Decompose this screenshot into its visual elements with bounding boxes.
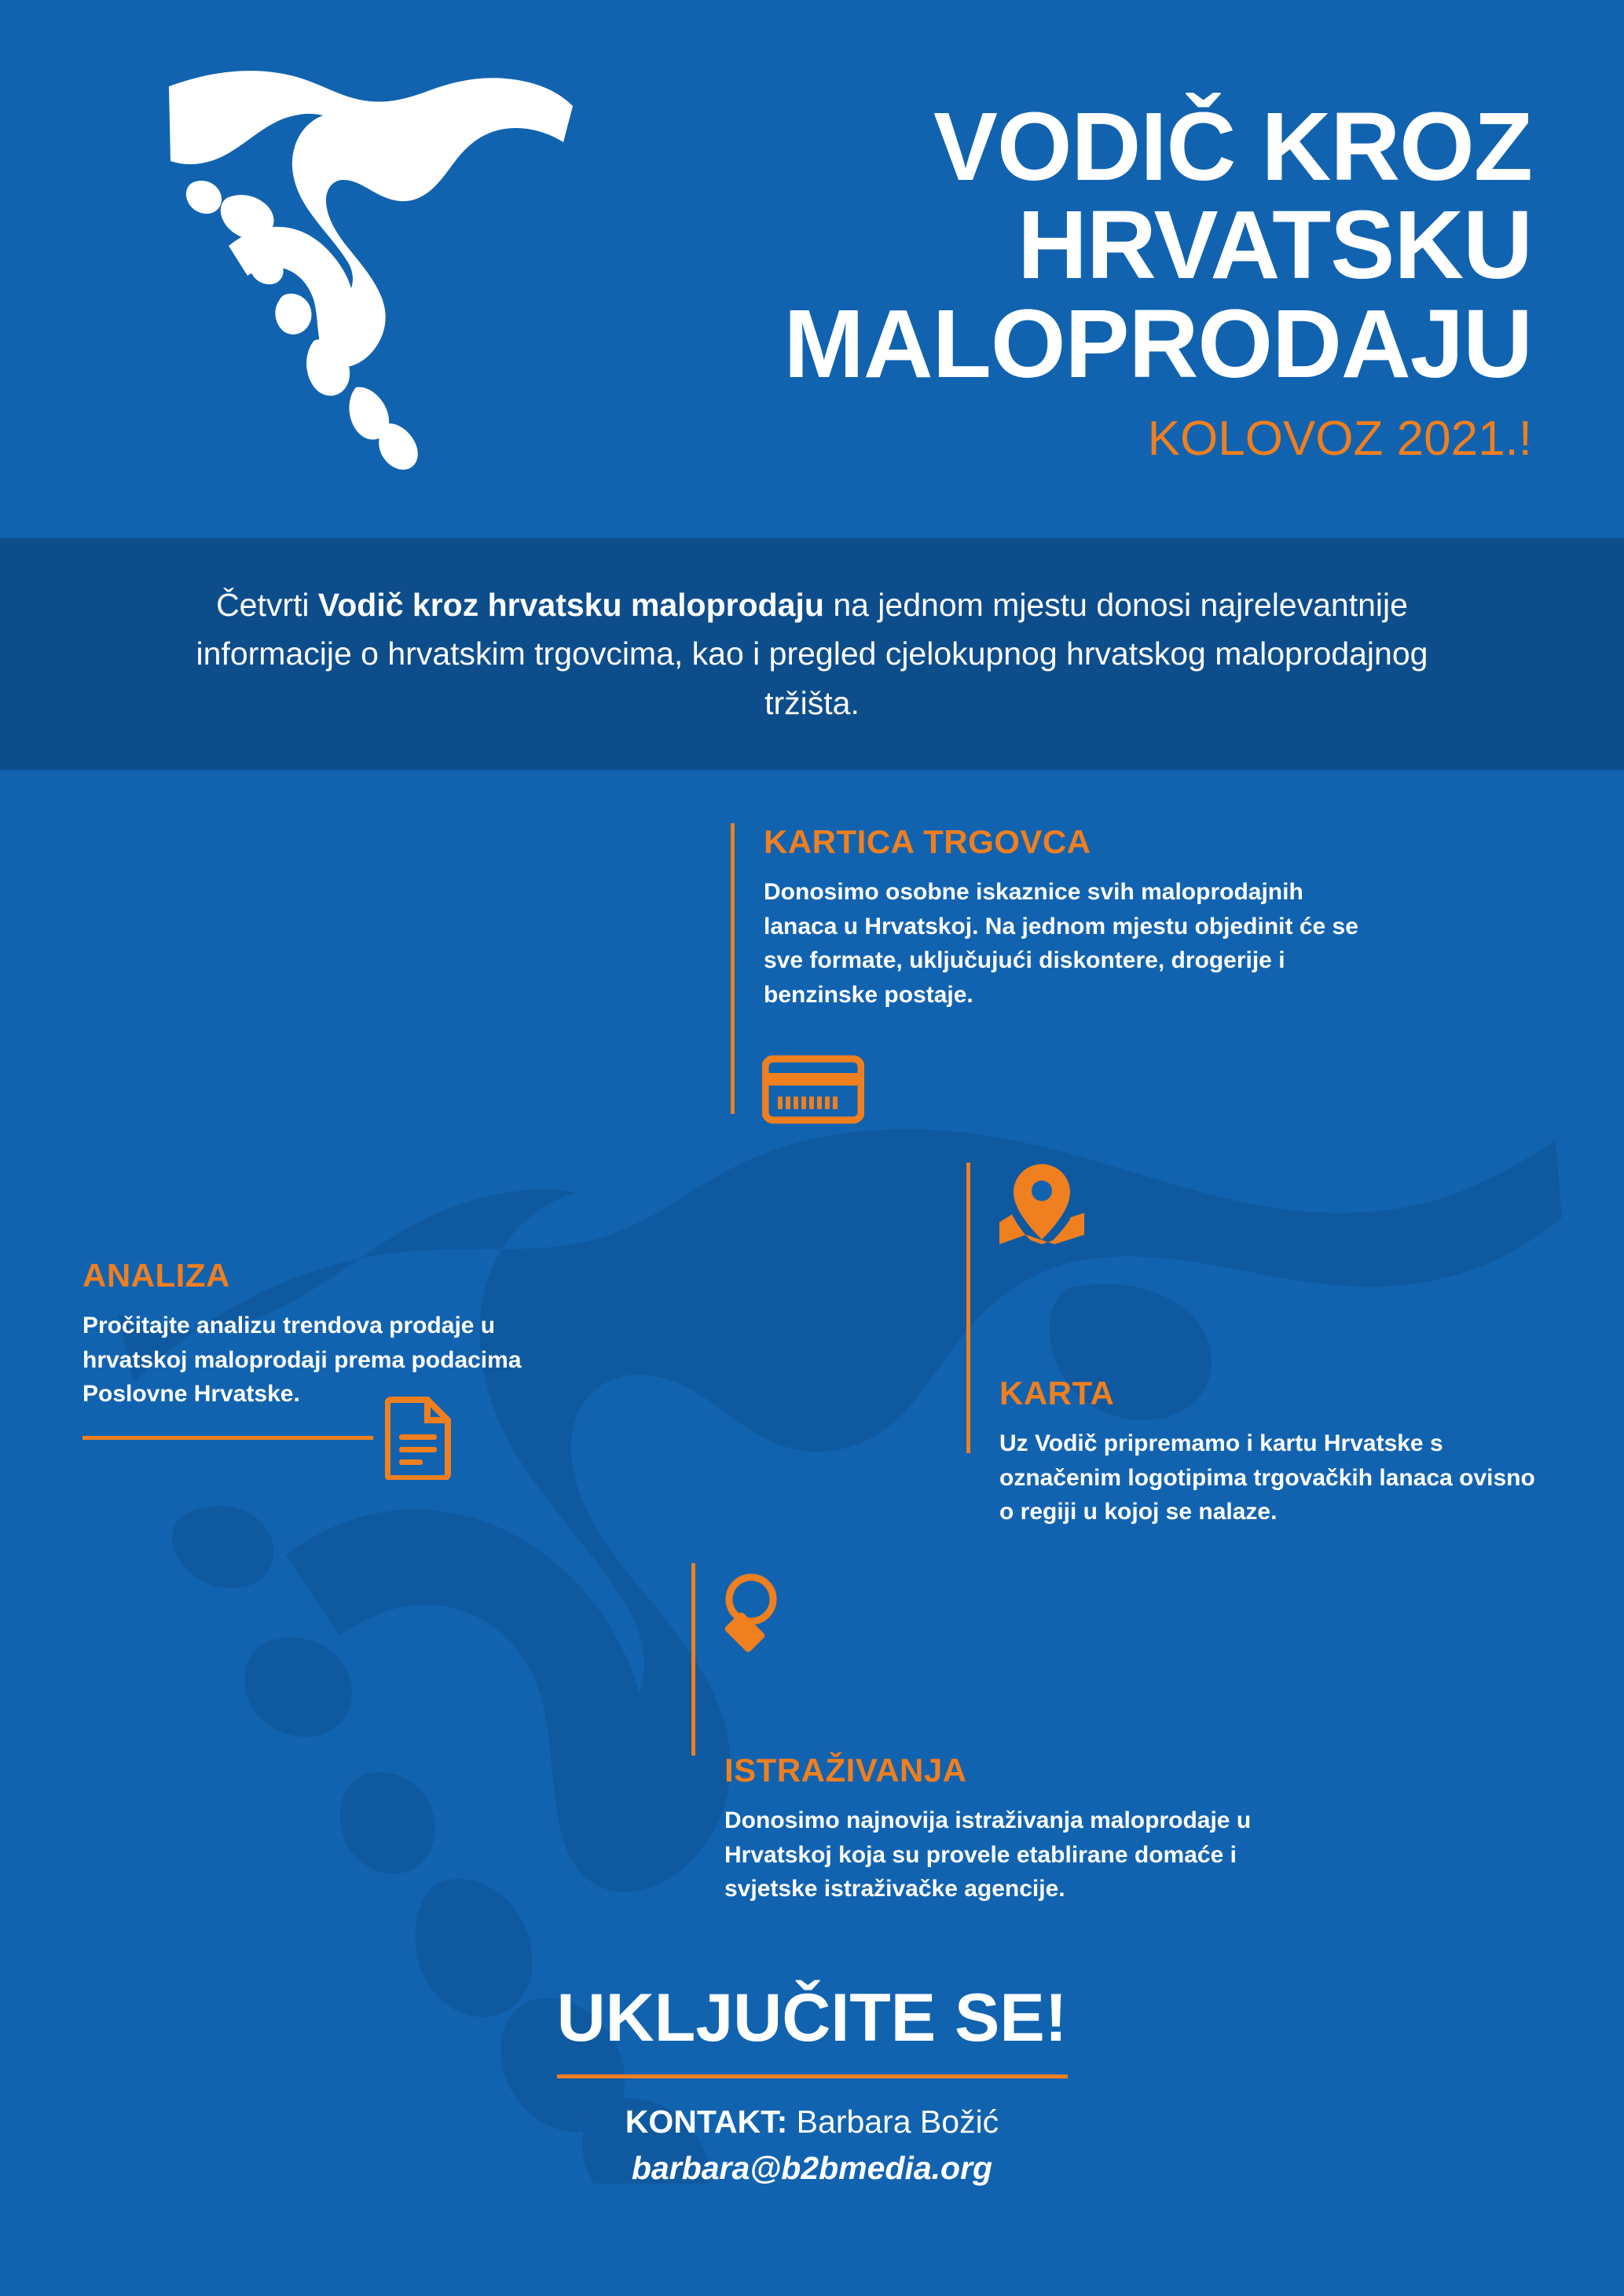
feature-text bbox=[82, 1257, 570, 1412]
contact-line bbox=[0, 2099, 1624, 2145]
intro-text-bold: Vodič kroz hrvatsku maloprodaju bbox=[317, 587, 824, 624]
document-icon bbox=[385, 1397, 453, 1480]
issue-date: KOLOVOZ 2021.! bbox=[1147, 412, 1532, 467]
feature-kartica-trgovca bbox=[731, 823, 1375, 1012]
feature-text bbox=[999, 1375, 1549, 1529]
feature-text bbox=[764, 823, 1375, 1012]
intro-text-part1: Četvrti bbox=[216, 587, 318, 624]
map-pin-icon bbox=[998, 1163, 1086, 1246]
title-line-1: VODIČ KROZ bbox=[933, 93, 1532, 201]
contact-name: Barbara Božić bbox=[787, 2104, 999, 2140]
intro-text bbox=[168, 580, 1457, 727]
cta-divider bbox=[557, 2074, 1068, 2078]
accent-rule bbox=[82, 1436, 373, 1440]
footer bbox=[0, 1979, 1624, 2187]
cta-heading: UKLJUČITE SE! bbox=[556, 1980, 1068, 2056]
feature-analiza bbox=[82, 1257, 648, 1412]
feature-body: Uz Vodič pripremamo i kartu Hrvatske s označenim logotipima trgovačkih lanaca ovisno o regiji u kojoj se nalaze. bbox=[999, 1430, 1535, 1525]
accent-rule bbox=[966, 1163, 970, 1453]
feature-body: Donosimo najnovija istraživanja maloprodaje u Hrvatskoj koja su provele etablirane domaće i svjetske istraživačke agencije. bbox=[724, 1807, 1252, 1902]
title-block bbox=[566, 93, 1532, 467]
feature-heading: KARTA bbox=[999, 1375, 1115, 1412]
feature-heading: ISTRAŽIVANJA bbox=[724, 1752, 967, 1789]
feature-body: Pročitajte analizu trendova prodaje u hrvatskoj maloprodaji prema podacima Poslovne Hrvatske. bbox=[82, 1313, 522, 1407]
croatia-map-icon bbox=[153, 43, 577, 471]
accent-rule bbox=[691, 1563, 695, 1756]
contact-email[interactable]: barbara@b2bmedia.org bbox=[631, 2150, 993, 2187]
intro-band bbox=[0, 538, 1624, 770]
feature-heading: KARTICA TRGOVCA bbox=[764, 823, 1091, 860]
accent-rule bbox=[731, 823, 735, 1114]
title-line-2: HRVATSKU bbox=[1017, 192, 1532, 300]
intro-text-part2: na jednom mjestu donosi najrelevantnije informacije o hrvatskim trgovcima, kao i pregled cjelokupnog hrvatskog maloprodajnog tržišta. bbox=[196, 587, 1428, 721]
header bbox=[0, 0, 1624, 538]
feature-heading: ANALIZA bbox=[82, 1257, 230, 1294]
magnifier-icon bbox=[715, 1571, 794, 1653]
title-line-3: MALOPRODAJU bbox=[783, 290, 1532, 398]
credit-card-icon bbox=[762, 1051, 864, 1126]
feature-body: Donosimo osobne iskaznice svih maloprodajnih lanaca u Hrvatskoj. Na jednom mjestu objedinit će se sve formate, uključujući diskontere, drogerije i benzinske postaje. bbox=[764, 879, 1358, 1008]
contact-label: KONTAKT: bbox=[625, 2104, 788, 2140]
feature-text bbox=[724, 1752, 1322, 1906]
